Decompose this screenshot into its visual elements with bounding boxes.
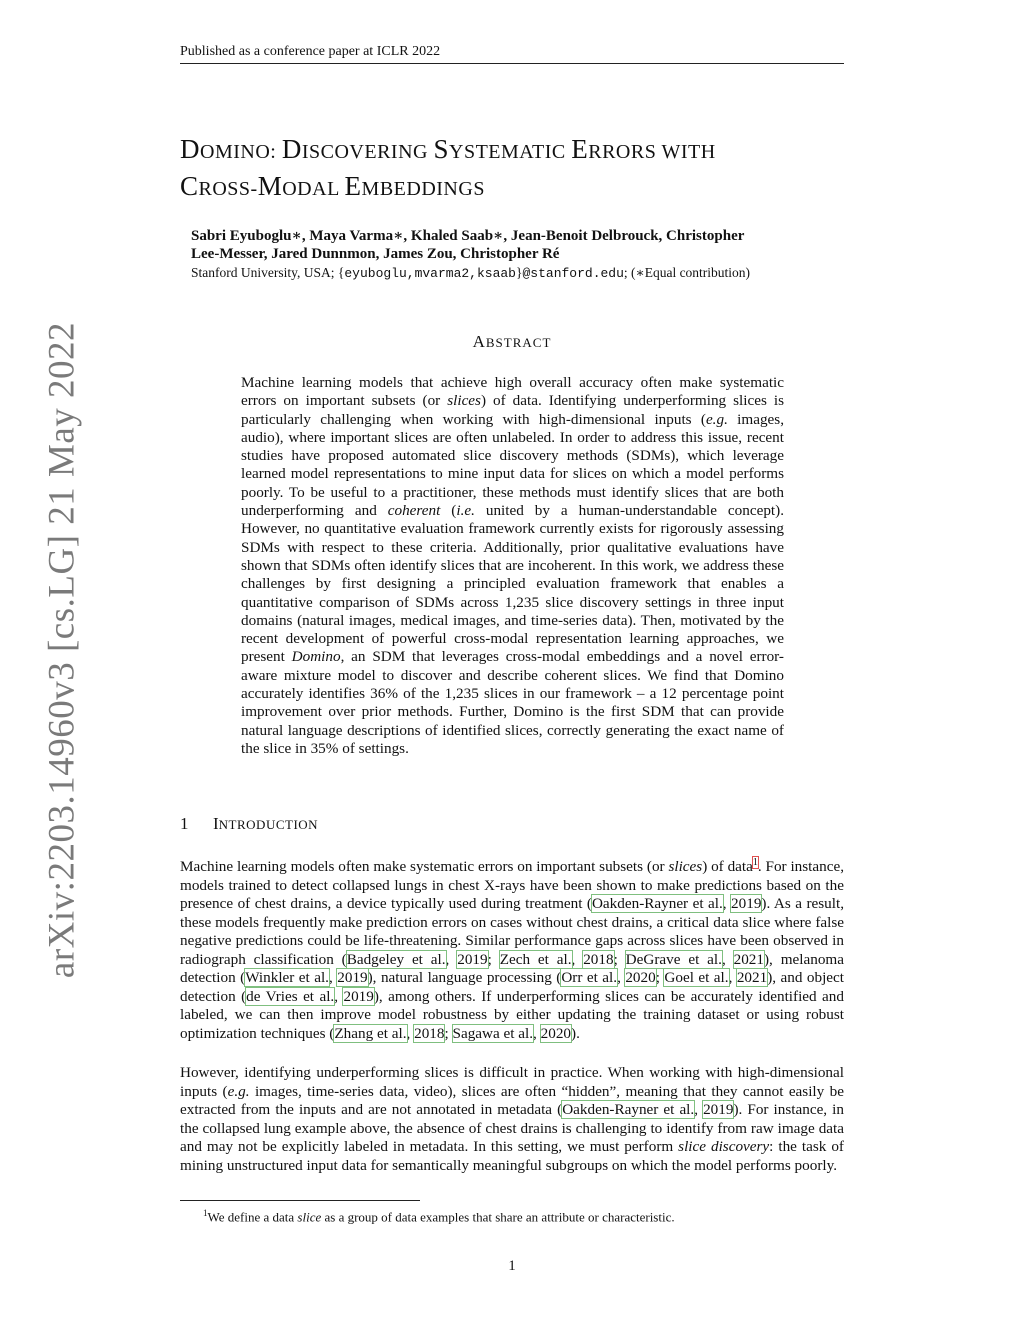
footnote-divider	[180, 1200, 420, 1201]
text-run: ,	[721, 950, 734, 968]
text-run: ).	[571, 1024, 580, 1042]
citation-link[interactable]: Oakden-Rayner et al.	[591, 895, 723, 913]
abstract-heading-cap: A	[472, 332, 486, 351]
abstract-heading	[0, 332, 1024, 352]
title-smallcaps: YSTEMATIC	[449, 141, 572, 163]
citation-link[interactable]: Oakden-Rayner et al.	[562, 1101, 695, 1118]
text-run: ,	[694, 1101, 704, 1118]
text-run: ), natural language processing (	[367, 969, 562, 987]
citation-link[interactable]: Winkler et al.	[245, 969, 329, 987]
title-line-2	[180, 169, 860, 206]
text-run: ,	[728, 969, 737, 987]
citation-link[interactable]: de Vries et al.	[246, 987, 335, 1005]
text-run: united by a human-understandable concept). However, no quantitative evaluation framework currently exists for rigorously assessing SDMs with respect to these criteria. Additionally, prior qualitative evaluations have shown that SDMs often identify slices that are incoherent. In this work, we address these challenges by first designing a principled evaluation framework that enables a quantitative comparison of SDMs across 1,235 slice discovery settings in three input domains (natural images, medical images, and time-series data). Then, motivated by the recent development of powerful cross-modal representation learning approaches, we present	[241, 502, 784, 666]
text-run: However, identifying underperforming slices is difficult in practice. When working with high-dimensional inputs (	[180, 1064, 844, 1100]
text-run: ;	[444, 1024, 453, 1042]
text-run: Machine learning models often make systematic errors on important subsets (or	[180, 858, 669, 876]
text-run: ). As a result, these models frequently make prediction errors on cases without chest drains, a critical data slice where false negative predictions could be life-threatening. Similar performance gaps across slices have been observed in radiograph classification (	[180, 895, 844, 968]
text-run: ), melanoma detection (	[180, 950, 844, 987]
author-line-2: Lee-Messer, Jared Dunnmon, James Zou, Christopher Ré	[191, 246, 560, 262]
paper-title	[180, 132, 860, 206]
title-capital: C	[180, 171, 199, 201]
emphasis: e.g.	[227, 1082, 250, 1100]
emphasis: i.e.	[456, 502, 475, 520]
emphasis: Domino	[291, 648, 341, 666]
text-run: ) of data	[702, 858, 753, 876]
emphasis: coherent	[387, 502, 441, 520]
emphasis: e.g.	[705, 410, 728, 428]
citation-link[interactable]: 2020	[625, 969, 656, 987]
citation-link[interactable]: 2021	[733, 950, 764, 968]
title-capital: E	[344, 171, 362, 201]
text-run: ,	[617, 969, 626, 987]
text-run: ). For instance, in the collapsed lung example above, the absence of chest drains is challenging to identify from raw image data and may not be explicitly labeled in metadata. In this setting, we must perform	[180, 1101, 844, 1155]
citation-link[interactable]: 2021	[736, 969, 768, 987]
email-domain: @stanford.edu	[522, 266, 624, 281]
citation-link[interactable]: 2019	[731, 895, 762, 913]
text-run: images, time-series data, video), slices are often “hidden”, meaning that they cannot easily be extracted from the inputs and are not annotated in metadata (	[180, 1082, 844, 1118]
footnote-text-post: as a group of data examples that share an attribute or characteristic.	[321, 1209, 675, 1225]
text-run: Machine learning models that achieve high overall accuracy often make systematic errors on important subsets (or	[241, 374, 784, 410]
section-title-cap: I	[213, 814, 219, 833]
text-run: ,	[406, 1024, 415, 1042]
citation-link[interactable]: 2019	[457, 950, 488, 968]
text-run: ;	[613, 950, 626, 968]
text-run: ,	[334, 987, 344, 1005]
text-run: ,	[722, 895, 732, 913]
running-header: Published as a conference paper at ICLR 2022	[180, 44, 844, 64]
citation-link[interactable]: 2018	[414, 1024, 445, 1042]
intro-paragraph-2	[180, 1064, 844, 1175]
section-title-rest: NTRODUCTION	[218, 817, 319, 832]
title-line-1	[180, 132, 860, 169]
citation-link[interactable]: Badgeley et al.	[346, 950, 446, 968]
text-run: : the task of mining unstructured input data for semantically meaningful subgroups on which the model performs poorly.	[180, 1138, 844, 1174]
title-smallcaps: ODAL	[282, 178, 345, 200]
title-capital: D	[281, 134, 302, 164]
title-capital: D	[180, 134, 200, 164]
affiliation-brace: }	[516, 265, 523, 280]
emphasis: slices	[668, 858, 703, 876]
citation-link[interactable]: Sagawa et al.	[452, 1024, 534, 1042]
text-run: ;	[487, 950, 500, 968]
text-run: ,	[533, 1024, 541, 1042]
citation-link[interactable]: Zech et al.	[499, 950, 572, 968]
text-run: images, audio), where important slices are often unlabeled. In order to address this issue, recent studies have proposed automated slice discovery methods (SDMs), which leverage learned model representations to mine input data for slices on which a model performs poorly. To be useful to a practitioner, these methods must identify slices that are both underperforming and	[241, 410, 784, 520]
citation-link[interactable]: Zhang et al.	[334, 1024, 407, 1042]
emphasis: slices	[447, 392, 481, 410]
citation-link[interactable]: 2018	[583, 950, 614, 968]
arxiv-identifier[interactable]: arXiv:2203.14960v3 [cs.LG] 21 May 2022	[41, 321, 83, 979]
footnote-text-pre: We define a data	[207, 1209, 298, 1225]
citation-link[interactable]: 2019	[337, 969, 368, 987]
text-run: ,	[445, 950, 458, 968]
title-capital: M	[257, 171, 283, 201]
author-emails: eyuboglu,mvarma2,ksaab	[344, 266, 516, 281]
citation-link[interactable]: Orr et al.	[561, 969, 618, 987]
title-smallcaps: OMINO:	[200, 141, 282, 163]
footnote-emphasis: slice	[297, 1209, 322, 1225]
text-run: ) of data. Identifying underperforming slices is particularly challenging when working with high-dimensional inputs (	[241, 392, 784, 428]
text-run: ;	[655, 969, 665, 987]
footnote-1	[203, 1208, 675, 1225]
text-run: ,	[571, 950, 584, 968]
title-smallcaps: RRORS WITH	[588, 141, 716, 163]
footnote-link[interactable]: 1	[752, 857, 758, 868]
title-smallcaps: MBEDDINGS	[361, 178, 485, 200]
author-line-1: Sabri Eyuboglu∗, Maya Varma∗, Khaled Saab∗, Jean-Benoit Delbrouck, Christopher	[191, 228, 745, 244]
affiliation	[191, 264, 851, 283]
abstract-heading-rest: BSTRACT	[485, 335, 552, 350]
citation-link[interactable]: 2019	[703, 1101, 734, 1118]
abstract-text	[241, 374, 784, 758]
title-smallcaps: ISCOVERING	[301, 141, 434, 163]
section-heading-introduction	[180, 814, 318, 834]
title-capital: E	[571, 134, 589, 164]
citation-link[interactable]: Goel et al.	[664, 969, 729, 987]
text-run: ), and object detection (	[180, 969, 845, 1005]
intro-paragraph-1	[180, 854, 844, 1043]
title-smallcaps: ROSS-	[198, 178, 258, 200]
affiliation-suffix: ; (∗Equal contribution)	[623, 265, 751, 280]
footnote-mark: 1	[203, 1208, 208, 1218]
text-run: ,	[328, 969, 338, 987]
text-run: . For instance, models trained to detect collapsed lungs in chest X-rays have been shown to make predictions based on the presence of chest drains, a device typically used during treatment (	[180, 858, 845, 913]
text-run: , an SDM that leverages cross-modal embeddings and a novel error-aware mixture model to discover and describe coherent slices. We find that Domino accurately identifies 36% of the 1,235 slices in our framework – a 12 percentage point improvement over prior methods. Further, Domino is the first SDM that can provide natural language descriptions of identified slices, correctly generating the exact name of the slice in 35% of settings.	[241, 648, 784, 757]
section-number: 1	[180, 814, 189, 833]
citation-link[interactable]: 2020	[540, 1024, 572, 1042]
citation-link[interactable]: DeGrave et al.	[625, 950, 722, 968]
citation-link[interactable]: 2019	[343, 987, 374, 1005]
emphasis: slice discovery	[678, 1138, 770, 1155]
page-number: 1	[508, 1258, 516, 1274]
text-run: (	[440, 502, 457, 520]
author-list	[191, 227, 851, 263]
affiliation-prefix: Stanford University, USA; {	[191, 265, 345, 280]
text-run: ), among others. If underperforming slices can be accurately identified and labeled, we can then improve model robustness by either updating the training dataset or using robust optimization techniques (	[180, 987, 844, 1042]
title-capital: S	[433, 134, 449, 164]
